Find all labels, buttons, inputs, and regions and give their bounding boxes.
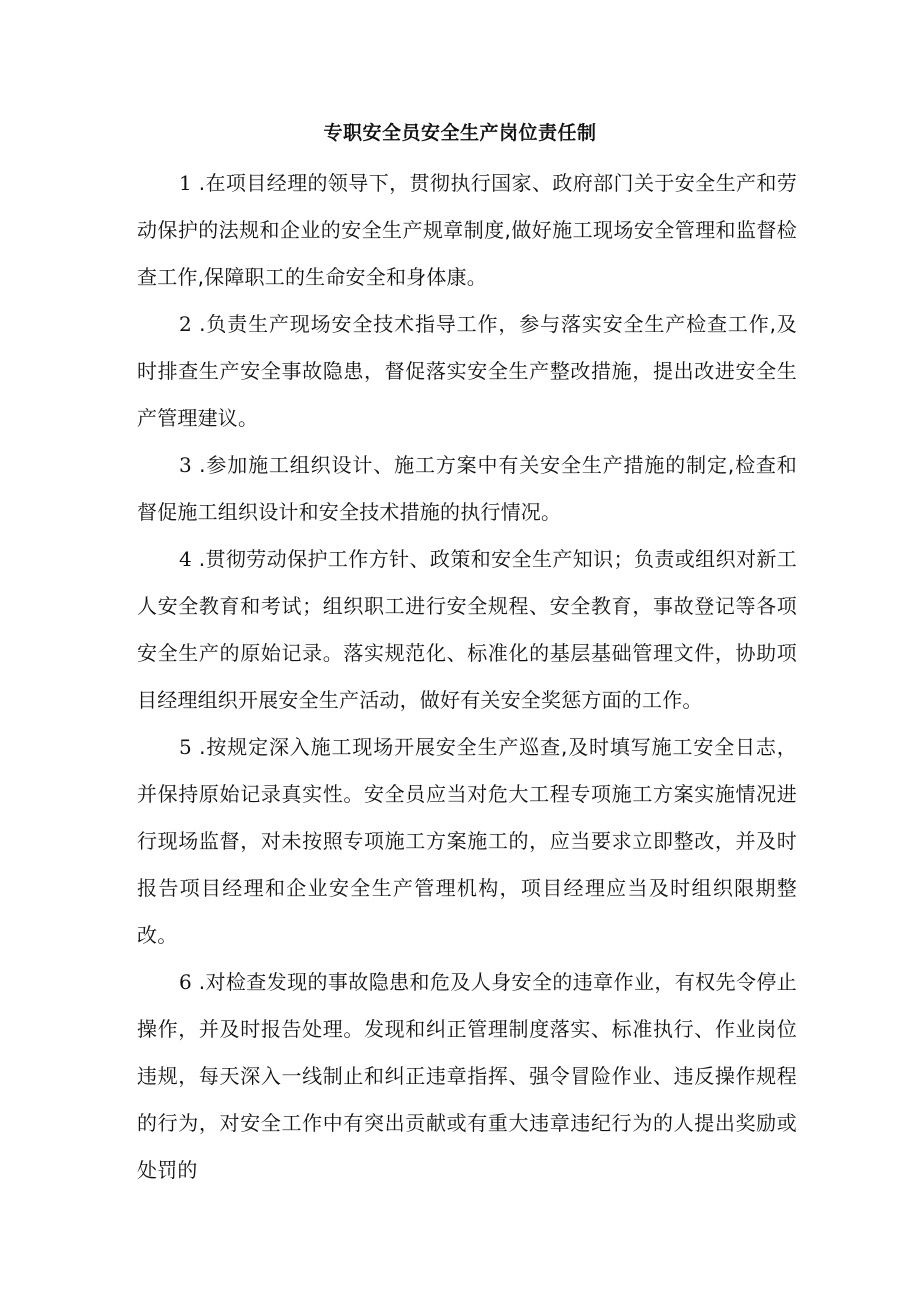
paragraph-text: .按规定深入施工现场开展安全生产巡查,及时填写施工安全日志，并保持原始记录真实性。安全员应当对危大工程专项施工方案实施情况进行现场监督，对未按照专项施工方案施工的，应当要求立即整改，并及时报告项目经理和企业安全生产管理机构，项目经理应当及时组织限期整改。 <box>137 735 797 947</box>
document-body <box>137 160 797 1194</box>
paragraph-number: 4 <box>179 547 192 571</box>
paragraph-text: .贯彻劳动保护工作方针、政策和安全生产知识；负责或组织对新工人安全教育和考试；组织职工进行安全规程、安全教育，事故登记等各项安全生产的原始记录。落实规范化、标准化的基层基础管理文件，协助项目经理组织开展安全生产活动，做好有关安全奖惩方面的工作。 <box>137 547 797 712</box>
paragraph-text: .对检查发现的事故隐患和危及人身安全的违章作业，有权先令停止操作，并及时报告处理。发现和纠正管理制度落实、标准执行、作业岗位违规，每天深入一线制止和纠正违章指挥、强令冒险作业、违反操作规程的行为，对安全工作中有突出贡献或有重大违章违纪行为的人提出奖励或处罚的 <box>137 970 797 1182</box>
paragraph-1 <box>137 160 797 301</box>
paragraph-number: 6 <box>179 970 192 994</box>
paragraph-2 <box>137 301 797 442</box>
paragraph-4 <box>137 536 797 724</box>
document-title: 专职安全员安全生产岗位责任制 <box>323 122 597 144</box>
paragraph-3 <box>137 442 797 536</box>
paragraph-5 <box>137 724 797 959</box>
paragraph-text: .在项目经理的领导下，贯彻执行国家、政府部门关于安全生产和劳动保护的法规和企业的安全生产规章制度,做好施工现场安全管理和监督检查工作,保障职工的生命安全和身体康。 <box>137 171 797 289</box>
paragraph-text: .负责生产现场安全技术指导工作，参与落实安全生产检查工作,及时排查生产安全事故隐患，督促落实安全生产整改措施，提出改进安全生产管理建议。 <box>137 312 797 430</box>
paragraph-number: 5 <box>179 735 192 759</box>
paragraph-number: 2 <box>179 312 192 336</box>
paragraph-text: .参加施工组织设计、施工方案中有关安全生产措施的制定,检查和督促施工组织设计和安全技术措施的执行情况。 <box>137 453 797 524</box>
paragraph-number: 3 <box>179 453 192 477</box>
paragraph-6 <box>137 959 797 1194</box>
paragraph-number: 1 <box>179 171 192 195</box>
